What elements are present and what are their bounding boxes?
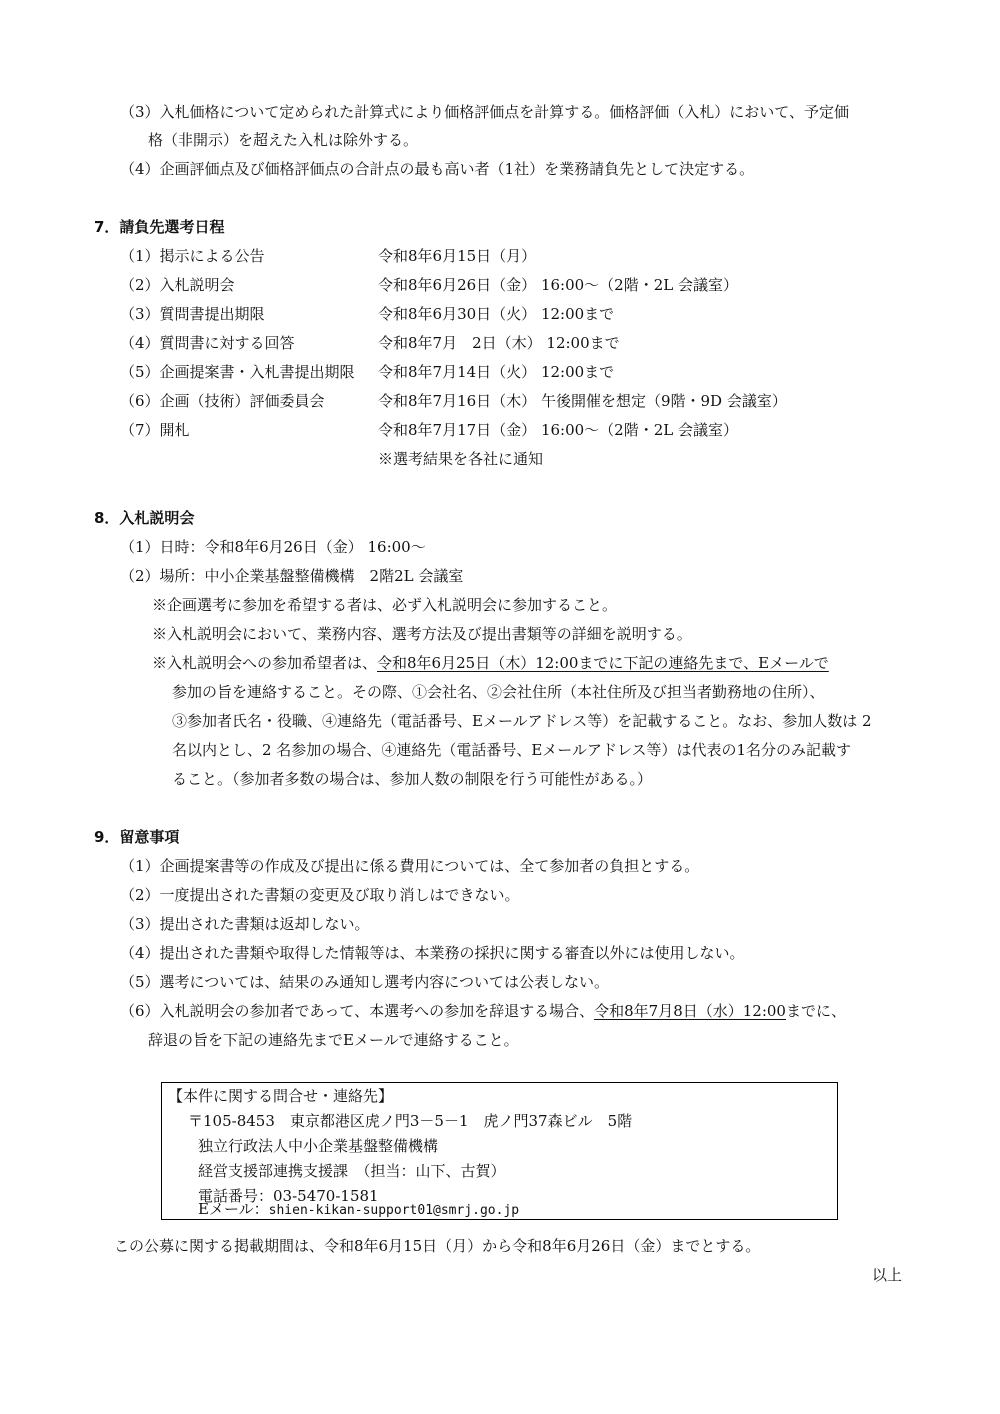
- notice-item-6-line1: [120, 1001, 846, 1021]
- briefing-note-3-line2: 参加の旨を連絡すること。その際、①会社名、②会社住所（本社住所及び担当者勤務地の住所）、: [172, 683, 825, 701]
- contact-box: [161, 1082, 838, 1220]
- briefing-datetime: （1）日時：令和8年6月26日（金） 16:00～: [120, 538, 426, 556]
- contact-phone: 電話番号：03-5470-1581: [198, 1187, 379, 1205]
- contact-address: 〒105-8453 東京都港区虎ノ門3－5－1 虎ノ門37森ビル 5階: [188, 1112, 633, 1130]
- contact-department: 経営支援部連携支援課 （担当：山下、古賀）: [198, 1162, 506, 1180]
- contact-email-label: Eメール：: [198, 1200, 269, 1218]
- schedule-date-6: 令和8年7月16日（木） 午後開催を想定（9階・9D 会議室）: [378, 392, 787, 410]
- briefing-note-2: ※入札説明会において、業務内容、選考方法及び提出書類等の詳細を説明する。: [152, 625, 692, 643]
- section-9-heading: 9．留意事項: [94, 828, 180, 846]
- schedule-label-1: （1）掲示による公告: [120, 247, 265, 265]
- notice-item-5: （5）選考については、結果のみ通知し選考内容については公表しない。: [120, 973, 609, 991]
- briefing-note-3-line5: ること。（参加者多数の場合は、参加人数の制限を行う可能性がある。）: [172, 770, 653, 788]
- schedule-label-2: （2）入札説明会: [120, 276, 235, 294]
- notice-item-6-prefix: （6）入札説明会の参加者であって、本選考への参加を辞退する場合、: [120, 1002, 595, 1020]
- closing-mark: 以上: [872, 1266, 903, 1284]
- notice-item-4: （4）提出された書類や取得した情報等は、本業務の採択に関する審査以外には使用しない。: [120, 944, 745, 962]
- notice-item-6-line2: 辞退の旨を下記の連絡先までEメールで連絡すること。: [148, 1031, 519, 1049]
- briefing-note-3-line4: 名以内とし、2 名参加の場合、④連絡先（電話番号、Eメールアドレス等）は代表の1名分のみ記載す: [172, 741, 852, 759]
- schedule-date-3: 令和8年6月30日（火） 12:00まで: [378, 305, 615, 323]
- notice-item-6-suffix: までに、: [785, 1002, 846, 1020]
- briefing-note-3-line3: ③参加者氏名・役職、④連絡先（電話番号、Eメールアドレス等）を記載すること。なお、参加人数は 2: [172, 712, 872, 730]
- contact-email-link[interactable]: shien-kikan-support01@smrj.go.jp: [268, 1203, 520, 1218]
- schedule-label-6: （6）企画（技術）評価委員会: [120, 392, 325, 410]
- briefing-note-3-line1: [152, 653, 829, 673]
- contact-email-row: [198, 1199, 519, 1221]
- notice-item-1: （1）企画提案書等の作成及び提出に係る費用については、全て参加者の負担とする。: [120, 857, 700, 875]
- contact-organization: 独立行政法人中小企業基盤整備機構: [198, 1137, 439, 1155]
- eval-item-4: （4）企画評価点及び価格評価点の合計点の最も高い者（1社）を業務請負先として決定する。: [120, 160, 755, 178]
- briefing-deadline-underlined: 令和8年6月25日（木）12:00までに下記の連絡先まで、Eメールで: [377, 654, 829, 672]
- withdrawal-deadline-underlined: 令和8年7月8日（水）12:00: [594, 1002, 786, 1020]
- schedule-label-4: （4）質問書に対する回答: [120, 334, 295, 352]
- briefing-note-1: ※企画選考に参加を希望する者は、必ず入札説明会に参加すること。: [152, 596, 618, 614]
- schedule-date-5: 令和8年7月14日（火） 12:00まで: [378, 363, 615, 381]
- posting-period: この公募に関する掲載期間は、令和8年6月15日（月）から令和8年6月26日（金）までとする。: [114, 1237, 761, 1255]
- section-8-heading: 8．入札説明会: [94, 509, 195, 527]
- contact-title: 【本件に関する問合せ・連絡先】: [168, 1087, 394, 1105]
- notice-item-2: （2）一度提出された書類の変更及び取り消しはできない。: [120, 886, 520, 904]
- schedule-note: ※選考結果を各社に通知: [378, 450, 544, 468]
- briefing-location: （2）場所：中小企業基盤整備機構 2階2L 会議室: [120, 567, 464, 585]
- section-7-heading: 7．請負先選考日程: [94, 218, 225, 236]
- schedule-label-7: （7）開札: [120, 421, 190, 439]
- schedule-date-2: 令和8年6月26日（金） 16:00～（2階・2L 会議室）: [378, 276, 738, 294]
- notice-item-3: （3）提出された書類は返却しない。: [120, 915, 370, 933]
- eval-item-3-line2: 格（非開示）を超えた入札は除外する。: [148, 131, 419, 149]
- eval-item-3-line1: （3）入札価格について定められた計算式により価格評価点を計算する。価格評価（入札）において、予定価: [120, 103, 849, 121]
- briefing-note-3-prefix: ※入札説明会への参加希望者は、: [152, 654, 378, 672]
- schedule-date-7: 令和8年7月17日（金） 16:00～（2階・2L 会議室）: [378, 421, 738, 439]
- schedule-date-4: 令和8年7月 2日（木） 12:00まで: [378, 334, 620, 352]
- schedule-label-5: （5）企画提案書・入札書提出期限: [120, 363, 355, 381]
- schedule-label-3: （3）質問書提出期限: [120, 305, 265, 323]
- schedule-date-1: 令和8年6月15日（月）: [378, 247, 537, 265]
